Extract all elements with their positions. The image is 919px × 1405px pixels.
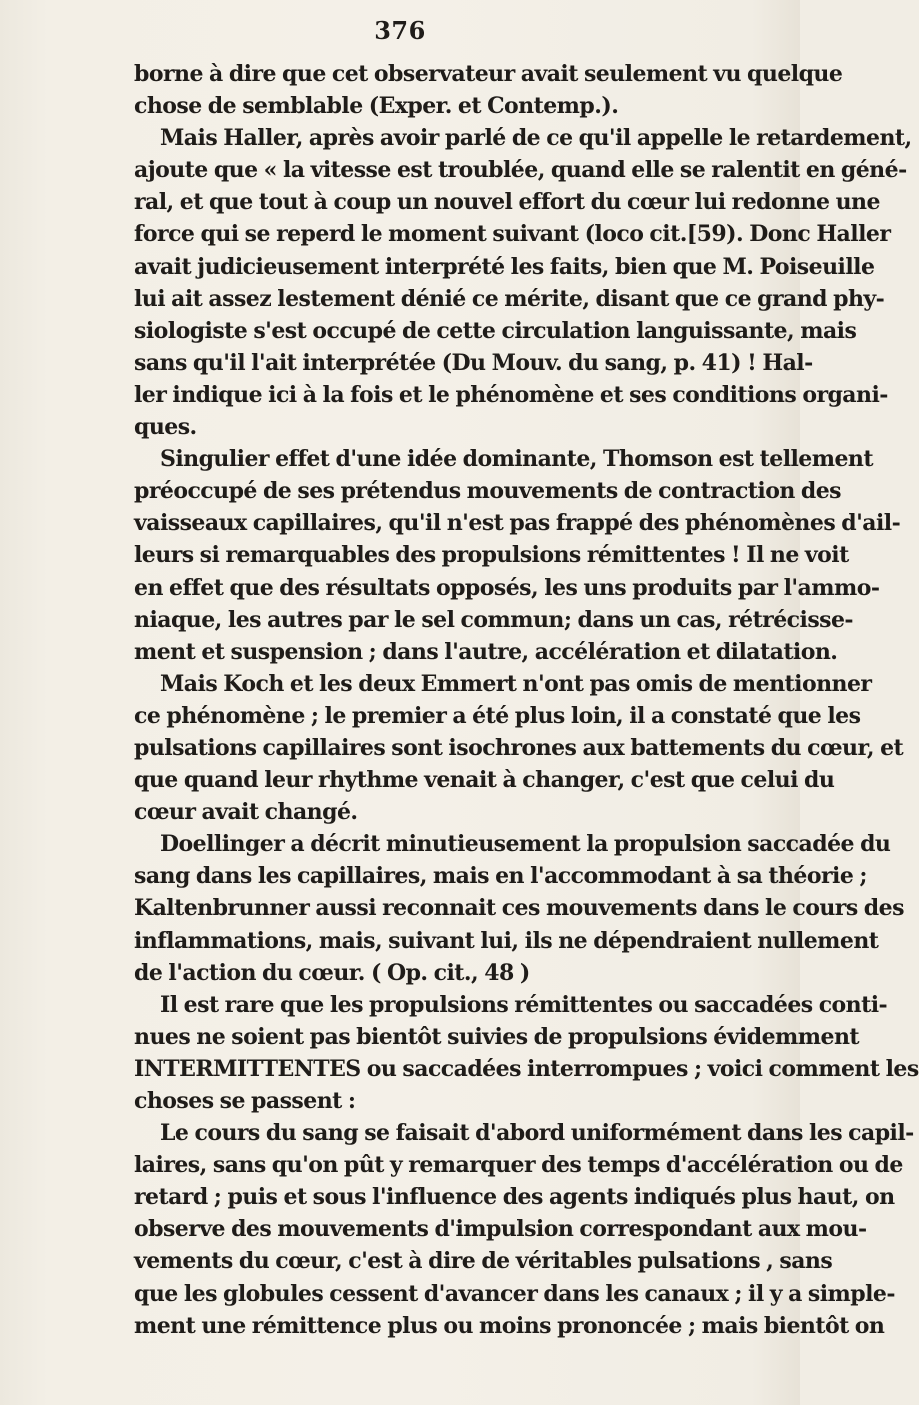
text-line: laires, sans qu'on pût y remarquer des temps d'accélération ou de bbox=[134, 1152, 903, 1179]
text-line: cœur avait changé. bbox=[134, 799, 358, 826]
text-line: siologiste s'est occupé de cette circulation languissante, mais bbox=[134, 317, 857, 344]
text-line: retard ; puis et sous l'influence des agents indiqués plus haut, on bbox=[134, 1184, 895, 1211]
text-line: Singulier effet d'une idée dominante, Thomson est tellement bbox=[160, 446, 873, 473]
text-line: sang dans les capillaires, mais en l'accommodant à sa théorie ; bbox=[134, 863, 867, 890]
text-line: force qui se reperd le moment suivant (loco cit.[59). Donc Haller bbox=[134, 221, 891, 248]
text-line: en effet que des résultats opposés, les uns produits par l'ammo- bbox=[134, 574, 880, 601]
text-line: Mais Haller, après avoir parlé de ce qu'il appelle le retardement, bbox=[160, 125, 912, 152]
text-line: vements du cœur, c'est à dire de véritables pulsations , sans bbox=[134, 1248, 833, 1275]
text-line: Kaltenbrunner aussi reconnait ces mouvements dans le cours des bbox=[134, 895, 904, 922]
text-line: Doellinger a décrit minutieusement la propulsion saccadée du bbox=[160, 831, 891, 858]
text-line: ques. bbox=[134, 414, 197, 441]
text-line: INTERMITTENTES ou saccadées interrompues ; voici comment les bbox=[134, 1055, 919, 1082]
page-number: 376 bbox=[374, 16, 426, 45]
text-line: préoccupé de ses prétendus mouvements de contraction des bbox=[134, 478, 842, 505]
body-text bbox=[134, 58, 919, 1342]
text-line: Mais Koch et les deux Emmert n'ont pas omis de mentionner bbox=[160, 670, 872, 697]
text-line: que les globules cessent d'avancer dans les canaux ; il y a simple- bbox=[134, 1280, 895, 1307]
text-line: inflammations, mais, suivant lui, ils ne dépendraient nullement bbox=[134, 927, 879, 954]
text-line: leurs si remarquables des propulsions rémittentes ! Il ne voit bbox=[134, 542, 849, 569]
text-line: choses se passent : bbox=[134, 1088, 356, 1114]
text-line: ment une rémittence plus ou moins prononcée ; mais bientôt on bbox=[134, 1312, 885, 1339]
text-line: chose de semblable (Exper. et Contemp.). bbox=[134, 93, 619, 120]
text-line: Il est rare que les propulsions rémittentes ou saccadées conti- bbox=[160, 991, 888, 1018]
text-line: niaque, les autres par le sel commun; dans un cas, rétrécisse- bbox=[134, 606, 854, 633]
text-line: lui ait assez lestement dénié ce mérite, disant que ce grand phy- bbox=[134, 285, 885, 312]
text-line: Le cours du sang se faisait d'abord uniformément dans les capil- bbox=[160, 1120, 914, 1147]
text-line: pulsations capillaires sont isochrones aux battements du cœur, et bbox=[134, 734, 904, 761]
text-line: avait judicieusement interprété les faits, bien que M. Poiseuille bbox=[134, 253, 875, 280]
text-line: vaisseaux capillaires, qu'il n'est pas frappé des phénomènes d'ail- bbox=[134, 510, 901, 537]
text-line: ler indique ici à la fois et le phénomène et ses conditions organi- bbox=[134, 381, 888, 408]
text-line: sans qu'il l'ait interprétée (Du Mouv. du sang, p. 41) ! Hal- bbox=[134, 349, 813, 376]
text-line: observe des mouvements d'impulsion correspondant aux mou- bbox=[134, 1216, 867, 1243]
text-line: nues ne soient pas bientôt suivies de propulsions évidemment bbox=[134, 1023, 860, 1050]
text-line: ral, et que tout à coup un nouvel effort du cœur lui redonne une bbox=[134, 189, 880, 216]
text-line: ajoute que « la vitesse est troublée, quand elle se ralentit en géné- bbox=[134, 157, 907, 184]
text-line: que quand leur rhythme venait à changer, c'est que celui du bbox=[134, 767, 835, 794]
text-line: de l'action du cœur. ( Op. cit., 48 ) bbox=[134, 959, 530, 986]
text-line: ment et suspension ; dans l'autre, accélération et dilatation. bbox=[134, 638, 838, 665]
text-line: ce phénomène ; le premier a été plus loin, il a constaté que les bbox=[134, 702, 861, 729]
text-line: borne à dire que cet observateur avait seulement vu quelque bbox=[134, 61, 843, 87]
